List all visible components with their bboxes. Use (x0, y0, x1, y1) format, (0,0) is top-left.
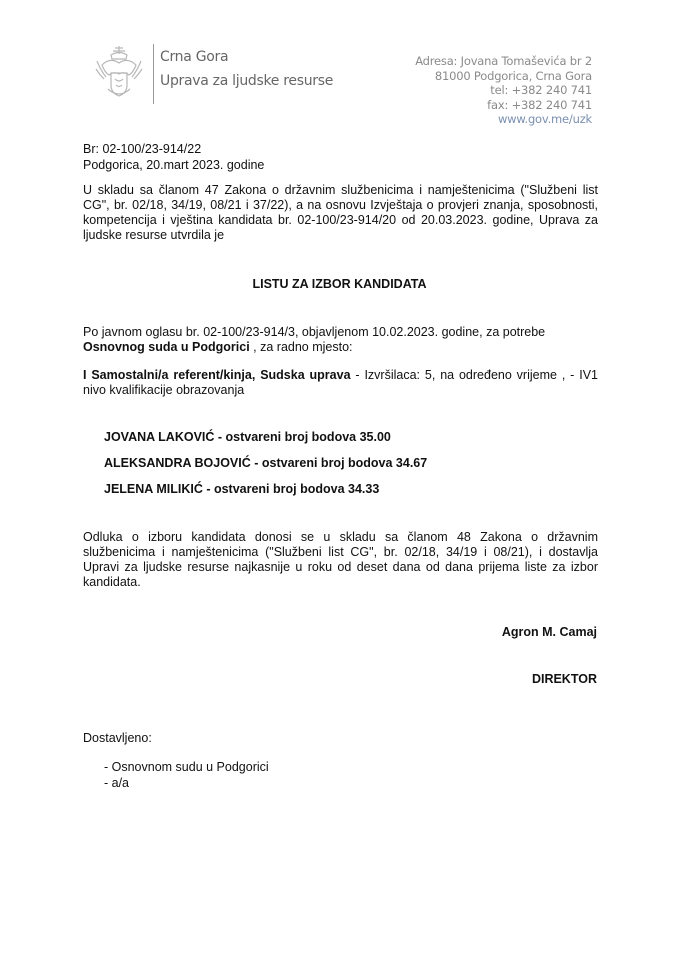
delivered-item: - Osnovnom sudu u Podgorici (104, 760, 269, 774)
intro-paragraph: U skladu sa članom 47 Zakona o državnim službenicima i namještenicima ("Službeni list CG", br. 02/18, 34/19, 08/21 i 37/22), a na osnovu Izvještaja o provjeri znanja, sposobnosti, kompetencija i vještina kandidata br. 02-100/23-914/20 od 20.03.2023. godine, Uprava za ljudske resurse utvrdila je (83, 183, 598, 242)
signatory-title: DIREKTOR (531, 672, 597, 686)
candidate-1: JOVANA LAKOVIĆ - ostvareni broj bodova 35.00 (104, 430, 391, 444)
org-country: Crna Gora (160, 49, 229, 65)
contact-block (415, 54, 592, 127)
place-date: Podgorica, 20.mart 2023. godine (83, 158, 265, 172)
ad-text-end: , za radno mjesto: (249, 340, 353, 354)
ad-text: Po javnom oglasu br. 02-100/23-914/3, objavljenom 10.02.2023. godine, za potrebe (83, 325, 546, 339)
position-paragraph (83, 368, 598, 398)
coat-of-arms-icon (94, 43, 144, 101)
org-name: Uprava za ljudske resurse (160, 73, 334, 89)
candidate-2: ALEKSANDRA BOJOVIĆ - ostvareni broj bodova 34.67 (104, 456, 428, 470)
court-name: Osnovnog suda u Podgorici (83, 340, 250, 354)
delivered-label: Dostavljeno: (83, 731, 152, 745)
contact-fax: fax: +382 240 741 (487, 97, 592, 112)
contact-address: Adresa: Jovana Tomaševića br 2 (415, 54, 592, 68)
header-divider (153, 44, 154, 104)
contact-website-link[interactable]: www.gov.me/uzk (497, 112, 592, 126)
signatory-name: Agron M. Camaj (501, 625, 597, 639)
document-number: Br: 02-100/23-914/22 (83, 142, 202, 156)
closing-paragraph: Odluka o izboru kandidata donosi se u skladu sa članom 48 Zakona o državnim službenicima i namještenicima ("Službeni list CG", br. 02/18, 34/19 i 08/21), i dostavlja Upravi za ljudske resurse najkasnije u roku od deset dana od dana prijema liste za izbor kandidata. (83, 530, 598, 589)
position-details: - Izvršilaca: 5, na određeno vrijeme , - IV1 nivo kvalifikacije obrazovanja (83, 368, 598, 397)
contact-city: 81000 Podgorica, Crna Gora (434, 68, 592, 83)
document-title: LISTU ZA IZBOR KANDIDATA (252, 277, 427, 291)
candidate-3: JELENA MILIKIĆ - ostvareni broj bodova 34.33 (104, 482, 380, 496)
ad-paragraph (83, 325, 598, 355)
position-title: I Samostalni/a referent/kinja, Sudska uprava (83, 368, 351, 382)
contact-tel: tel: +382 240 741 (490, 83, 592, 97)
delivered-item: - a/a (104, 776, 130, 790)
